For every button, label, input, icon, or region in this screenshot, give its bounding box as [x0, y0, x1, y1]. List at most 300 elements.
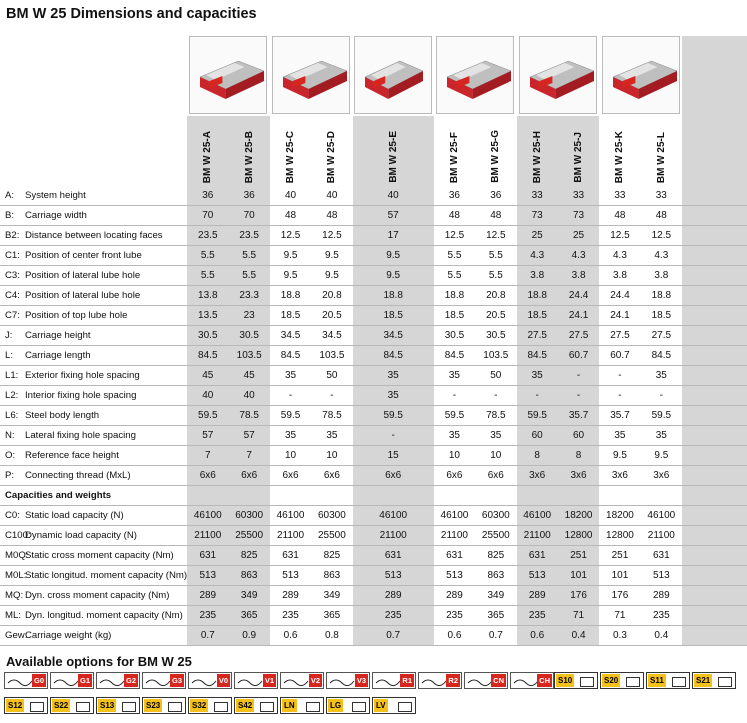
option-g1: G1 — [50, 672, 94, 689]
table-cell: 289 — [641, 586, 682, 606]
table-cell: 513 — [270, 566, 311, 586]
option-s20: S20 — [600, 672, 644, 689]
table-cell: 3x6 — [599, 466, 640, 486]
table-cell: 18200 — [558, 506, 599, 526]
table-cell: 35.7 — [558, 406, 599, 426]
model-label: BM W 25-G — [490, 130, 502, 183]
row-code: C3: — [5, 270, 20, 281]
table-cell: 35 — [641, 366, 682, 386]
table-cell: 30.5 — [228, 326, 269, 346]
table-cell: 46100 — [517, 506, 558, 526]
table-cell: 349 — [475, 586, 516, 606]
table-cell: 176 — [599, 586, 640, 606]
table-cell: 289 — [270, 586, 311, 606]
table-cell: 3.8 — [517, 266, 558, 286]
table-cell: 8 — [558, 446, 599, 466]
table-cell: 12.5 — [475, 226, 516, 246]
table-cell: 35 — [434, 366, 475, 386]
table-cell: 13.8 — [187, 286, 228, 306]
table-cell: - — [434, 386, 475, 406]
table-cell: 57 — [228, 426, 269, 446]
table-cell: 24.1 — [558, 306, 599, 326]
table-cell: 46100 — [270, 506, 311, 526]
table-cell: 23.5 — [187, 226, 228, 246]
model-label: BM W 25-D — [326, 130, 338, 183]
table-cell: 235 — [187, 606, 228, 626]
row-code: N: — [5, 430, 15, 441]
row-label: Position of lateral lube hole — [25, 290, 141, 301]
table-cell: 40 — [311, 186, 352, 206]
row-code: M0L: — [5, 570, 27, 581]
table-cell: 84.5 — [517, 346, 558, 366]
table-cell: 0.4 — [558, 626, 599, 646]
table-cell: - — [270, 386, 311, 406]
row-label: Static cross moment capacity (Nm) — [25, 550, 174, 561]
table-cell: 60300 — [228, 506, 269, 526]
table-cell: 40 — [187, 386, 228, 406]
table-cell: 40 — [228, 386, 269, 406]
table-cell: 349 — [311, 586, 352, 606]
table-cell: 18.5 — [434, 306, 475, 326]
table-cell: 34.5 — [311, 326, 352, 346]
table-cell: 27.5 — [558, 326, 599, 346]
table-cell: 513 — [187, 566, 228, 586]
table-cell: 84.5 — [434, 346, 475, 366]
table-cell: 57 — [187, 426, 228, 446]
row-label: Exterior fixing hole spacing — [25, 370, 140, 381]
table-cell: 18.8 — [434, 286, 475, 306]
table-cell: 59.5 — [434, 406, 475, 426]
table-cell: 60.7 — [558, 346, 599, 366]
table-cell: - — [353, 426, 434, 446]
option-g3: G3 — [142, 672, 186, 689]
table-cell: 0.7 — [475, 626, 516, 646]
model-label: BM W 25-A — [202, 130, 214, 183]
table-cell: 5.5 — [187, 246, 228, 266]
table-row — [0, 406, 747, 426]
table-cell: 8 — [517, 446, 558, 466]
table-cell: 35 — [270, 426, 311, 446]
option-r1: R1 — [372, 672, 416, 689]
table-cell: 36 — [434, 186, 475, 206]
table-cell: 70 — [187, 206, 228, 226]
row-label: Dynamic load capacity (N) — [25, 530, 137, 541]
table-cell: 60 — [558, 426, 599, 446]
row-label: System height — [25, 190, 86, 201]
table-cell: 349 — [228, 586, 269, 606]
table-cell: 46100 — [187, 506, 228, 526]
row-label: Carriage width — [25, 210, 87, 221]
table-cell: 825 — [228, 546, 269, 566]
table-cell: 46100 — [434, 506, 475, 526]
table-cell: 0.9 — [228, 626, 269, 646]
option-s10: S10 — [554, 672, 598, 689]
table-cell: 6x6 — [475, 466, 516, 486]
table-cell: 863 — [475, 566, 516, 586]
option-lg: LG — [326, 697, 370, 714]
table-cell: 35 — [353, 386, 434, 406]
section-title: Capacities and weights — [0, 486, 187, 506]
table-cell: 513 — [353, 566, 434, 586]
row-label: Dyn. longitud. moment capacity (Nm) — [25, 610, 183, 621]
row-label: Lateral fixing hole spacing — [25, 430, 136, 441]
table-cell: 50 — [311, 366, 352, 386]
table-cell: 10 — [311, 446, 352, 466]
table-cell: 365 — [311, 606, 352, 626]
table-cell: 30.5 — [187, 326, 228, 346]
table-cell: 78.5 — [228, 406, 269, 426]
table-cell: 46100 — [641, 506, 682, 526]
table-cell: 59.5 — [517, 406, 558, 426]
table-cell: 60300 — [311, 506, 352, 526]
table-cell: 631 — [187, 546, 228, 566]
table-cell: 9.5 — [311, 266, 352, 286]
table-row — [0, 506, 747, 526]
table-cell: 60300 — [475, 506, 516, 526]
table-cell: 23.3 — [228, 286, 269, 306]
table-cell: 289 — [434, 586, 475, 606]
table-cell: 59.5 — [641, 406, 682, 426]
table-cell: 20.8 — [475, 286, 516, 306]
row-code: M0Q: — [5, 550, 29, 561]
table-row — [0, 346, 747, 366]
table-cell: 513 — [517, 566, 558, 586]
option-v0: V0 — [188, 672, 232, 689]
table-cell: 513 — [434, 566, 475, 586]
carriage-image-cell — [270, 36, 353, 116]
table-cell: 101 — [599, 566, 640, 586]
table-cell: 176 — [558, 586, 599, 606]
table-cell: 21100 — [641, 526, 682, 546]
row-code: J: — [5, 330, 13, 341]
table-cell: 18.8 — [641, 286, 682, 306]
table-cell: 48 — [641, 206, 682, 226]
table-cell: 5.5 — [187, 266, 228, 286]
table-row — [0, 446, 747, 466]
option-s21: S21 — [692, 672, 736, 689]
table-cell: 6x6 — [270, 466, 311, 486]
table-cell: 18.5 — [270, 306, 311, 326]
row-label: Carriage height — [25, 330, 91, 341]
table-cell: 0.4 — [641, 626, 682, 646]
table-cell: 5.5 — [434, 246, 475, 266]
table-cell: 84.5 — [270, 346, 311, 366]
table-cell: 235 — [434, 606, 475, 626]
option-lv: LV — [372, 697, 416, 714]
row-code: B2: — [5, 230, 20, 241]
table-cell: 20.8 — [311, 286, 352, 306]
page-title: BM W 25 Dimensions and capacities — [6, 6, 257, 22]
table-cell: 631 — [353, 546, 434, 566]
table-cell: 24.1 — [599, 306, 640, 326]
table-cell: 25500 — [475, 526, 516, 546]
row-code: ML: — [5, 610, 21, 621]
table-cell: 84.5 — [187, 346, 228, 366]
table-cell: 289 — [517, 586, 558, 606]
option-v2: V2 — [280, 672, 324, 689]
row-code: C100: — [5, 530, 31, 541]
table-cell: 235 — [270, 606, 311, 626]
table-cell: 35 — [270, 366, 311, 386]
carriage-image — [436, 36, 514, 114]
model-label: BM W 25-K — [614, 130, 626, 183]
option-s22: S22 — [50, 697, 94, 714]
table-cell: 18.8 — [353, 286, 434, 306]
table-cell: - — [599, 366, 640, 386]
table-cell: 6x6 — [311, 466, 352, 486]
table-cell: - — [558, 386, 599, 406]
table-row — [0, 266, 747, 286]
table-row — [0, 386, 747, 406]
table-cell: 5.5 — [228, 246, 269, 266]
row-code: L6: — [5, 410, 19, 421]
table-cell: 34.5 — [270, 326, 311, 346]
options-title: Available options for BM W 25 — [6, 654, 192, 669]
option-s13: S13 — [96, 697, 140, 714]
table-cell: 35 — [434, 426, 475, 446]
row-label: Dyn. cross moment capacity (Nm) — [25, 590, 170, 601]
table-cell: 20.5 — [311, 306, 352, 326]
table-cell: 48 — [311, 206, 352, 226]
table-cell: 9.5 — [270, 266, 311, 286]
table-row — [0, 226, 747, 246]
carriage-image-cell — [434, 36, 517, 116]
table-cell: 35.7 — [599, 406, 640, 426]
carriage-image — [272, 36, 350, 114]
table-cell: 21100 — [353, 526, 434, 546]
table-cell: - — [517, 386, 558, 406]
table-cell: 45 — [187, 366, 228, 386]
table-cell: 17 — [353, 226, 434, 246]
table-cell: 235 — [353, 606, 434, 626]
table-cell: 12800 — [599, 526, 640, 546]
table-cell: 21100 — [270, 526, 311, 546]
table-cell: 103.5 — [475, 346, 516, 366]
table-cell: 33 — [599, 186, 640, 206]
table-cell: 18200 — [599, 506, 640, 526]
table-cell: 70 — [228, 206, 269, 226]
table-cell: 9.5 — [353, 266, 434, 286]
row-label: Static longitud. moment capacity (Nm) — [25, 570, 188, 581]
table-row — [0, 246, 747, 266]
table-cell: 18.5 — [641, 306, 682, 326]
row-code: MQ: — [5, 590, 24, 601]
row-code: Gew: — [5, 630, 28, 641]
table-cell: 30.5 — [475, 326, 516, 346]
table-cell: 289 — [187, 586, 228, 606]
table-cell: - — [475, 386, 516, 406]
option-s42: S42 — [234, 697, 278, 714]
row-code: A: — [5, 190, 15, 201]
table-cell: 73 — [517, 206, 558, 226]
table-cell: 103.5 — [228, 346, 269, 366]
table-cell: 25 — [558, 226, 599, 246]
table-cell: 4.3 — [599, 246, 640, 266]
carriage-image — [189, 36, 267, 114]
table-cell: 84.5 — [641, 346, 682, 366]
table-cell: 289 — [353, 586, 434, 606]
table-cell: 30.5 — [434, 326, 475, 346]
table-cell: 7 — [228, 446, 269, 466]
row-code: L1: — [5, 370, 19, 381]
table-cell: 18.5 — [353, 306, 434, 326]
table-cell: 863 — [311, 566, 352, 586]
table-cell: 35 — [311, 426, 352, 446]
table-cell: 825 — [475, 546, 516, 566]
table-cell: 9.5 — [353, 246, 434, 266]
row-code: C0: — [5, 510, 20, 521]
table-row — [0, 566, 747, 586]
dimensions-table — [0, 36, 747, 646]
table-cell: 3.8 — [599, 266, 640, 286]
table-cell: 15 — [353, 446, 434, 466]
table-cell: 50 — [475, 366, 516, 386]
table-cell: 36 — [228, 186, 269, 206]
table-row — [0, 306, 747, 326]
carriage-image-cell — [599, 36, 682, 116]
row-code: B: — [5, 210, 15, 221]
table-cell: 23 — [228, 306, 269, 326]
table-row — [0, 606, 747, 626]
option-v1: V1 — [234, 672, 278, 689]
table-row — [0, 206, 747, 226]
table-cell: 35 — [641, 426, 682, 446]
table-row — [0, 286, 747, 306]
table-cell: 0.7 — [353, 626, 434, 646]
table-row — [0, 186, 747, 206]
table-cell: 34.5 — [353, 326, 434, 346]
table-cell: 73 — [558, 206, 599, 226]
table-cell: 36 — [475, 186, 516, 206]
row-label: Steel body length — [25, 410, 100, 421]
table-cell: 40 — [270, 186, 311, 206]
row-label: Position of center front lube — [25, 250, 142, 261]
table-row — [0, 366, 747, 386]
table-cell: 21100 — [517, 526, 558, 546]
table-cell: 101 — [558, 566, 599, 586]
row-label: Connecting thread (MxL) — [25, 470, 131, 481]
table-cell: - — [599, 386, 640, 406]
table-cell: 251 — [558, 546, 599, 566]
table-cell: - — [311, 386, 352, 406]
table-cell: 24.4 — [558, 286, 599, 306]
table-cell: 48 — [599, 206, 640, 226]
table-cell: 48 — [270, 206, 311, 226]
table-cell: 365 — [475, 606, 516, 626]
option-g2: G2 — [96, 672, 140, 689]
table-cell: 25500 — [311, 526, 352, 546]
table-cell: - — [558, 366, 599, 386]
model-label: BM W 25-J — [573, 132, 585, 183]
table-cell: 48 — [434, 206, 475, 226]
model-label: BM W 25-B — [243, 130, 255, 183]
table-row — [0, 526, 747, 546]
table-cell: 4.3 — [558, 246, 599, 266]
table-row — [0, 586, 747, 606]
table-cell: 84.5 — [353, 346, 434, 366]
table-cell: 60.7 — [599, 346, 640, 366]
carriage-image-cell — [517, 36, 600, 116]
table-cell: 12.5 — [270, 226, 311, 246]
table-cell: 863 — [228, 566, 269, 586]
table-cell: 78.5 — [311, 406, 352, 426]
table-cell: 0.8 — [311, 626, 352, 646]
row-code: O: — [5, 450, 16, 461]
table-cell: 45 — [228, 366, 269, 386]
row-code: L: — [5, 350, 14, 361]
table-cell: 6x6 — [187, 466, 228, 486]
model-label: BM W 25-H — [531, 130, 543, 183]
table-cell: 6x6 — [228, 466, 269, 486]
table-cell: 3x6 — [558, 466, 599, 486]
row-label: Position of lateral lube hole — [25, 270, 141, 281]
table-cell: 21100 — [187, 526, 228, 546]
row-label: Carriage length — [25, 350, 91, 361]
table-cell: 18.8 — [270, 286, 311, 306]
row-label: Reference face height — [25, 450, 119, 461]
table-cell: 3x6 — [641, 466, 682, 486]
table-cell: 235 — [517, 606, 558, 626]
row-label: Position of top lube hole — [25, 310, 128, 321]
table-cell: 0.7 — [187, 626, 228, 646]
table-cell: 10 — [270, 446, 311, 466]
table-cell: 25 — [517, 226, 558, 246]
table-cell: 59.5 — [270, 406, 311, 426]
table-row — [0, 426, 747, 446]
table-cell: 12.5 — [311, 226, 352, 246]
carriage-image-cell — [187, 36, 270, 116]
table-cell: 6x6 — [434, 466, 475, 486]
model-label: BM W 25-L — [655, 131, 667, 183]
table-cell: 25500 — [228, 526, 269, 546]
model-label: BM W 25-E — [387, 131, 399, 183]
table-cell: 24.4 — [599, 286, 640, 306]
table-cell: 10 — [434, 446, 475, 466]
option-g0: G0 — [4, 672, 48, 689]
table-cell: 9.5 — [641, 446, 682, 466]
row-label: Distance between locating faces — [25, 230, 163, 241]
row-code: C1: — [5, 250, 20, 261]
row-label: Carriage weight (kg) — [25, 630, 112, 641]
option-r2: R2 — [418, 672, 462, 689]
option-ch: CH — [510, 672, 554, 689]
table-cell: 18.8 — [517, 286, 558, 306]
table-cell: 6x6 — [353, 466, 434, 486]
option-v3: V3 — [326, 672, 370, 689]
table-cell: 57 — [353, 206, 434, 226]
option-s11: S11 — [646, 672, 690, 689]
row-code: L2: — [5, 390, 19, 401]
table-cell: 5.5 — [434, 266, 475, 286]
table-row — [0, 326, 747, 346]
table-cell: 21100 — [434, 526, 475, 546]
table-cell: 631 — [434, 546, 475, 566]
option-s12: S12 — [4, 697, 48, 714]
table-cell: 59.5 — [187, 406, 228, 426]
table-cell: - — [641, 386, 682, 406]
table-cell: 631 — [270, 546, 311, 566]
model-label: BM W 25-F — [448, 131, 460, 183]
table-cell: 235 — [641, 606, 682, 626]
table-cell: 27.5 — [599, 326, 640, 346]
table-cell: 3x6 — [517, 466, 558, 486]
table-cell: 33 — [517, 186, 558, 206]
table-cell: 365 — [228, 606, 269, 626]
table-cell: 4.3 — [517, 246, 558, 266]
table-cell: 12800 — [558, 526, 599, 546]
option-cn: CN — [464, 672, 508, 689]
table-cell: 5.5 — [475, 246, 516, 266]
